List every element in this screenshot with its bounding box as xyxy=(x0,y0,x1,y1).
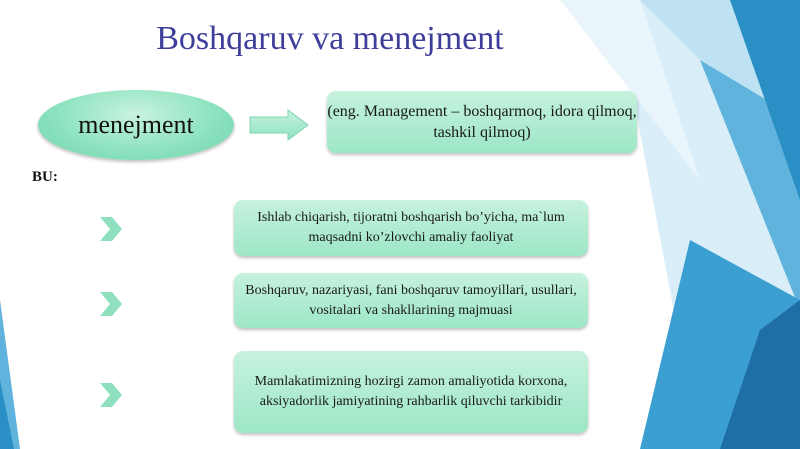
bu-label: BU: xyxy=(32,169,58,185)
term-label: menejment xyxy=(78,110,194,139)
definition-box xyxy=(327,91,637,153)
right-arrow-icon xyxy=(248,108,310,142)
item-box-2 xyxy=(234,273,588,328)
definition-text: (eng. Management – boshqarmoq, idora qilmoq, tashkil qilmoq) xyxy=(327,103,637,141)
chevron-right-icon xyxy=(98,381,124,409)
item-box-1 xyxy=(234,200,588,256)
item-box-3 xyxy=(234,351,588,433)
chevron-right-icon xyxy=(98,215,124,243)
slide-title: Boshqaruv va menejment xyxy=(156,20,504,57)
item-text: Boshqaruv, nazariyasi, fani boshqaruv tamoyillari, usullari, vositalari va shakllarining majmuasi xyxy=(245,282,577,318)
item-text: Ishlab chiqarish, tijoratni boshqarish bo’yicha, ma`lum maqsadni ko’zlovchi amaliy faoliyat xyxy=(257,210,565,245)
term-ellipse xyxy=(38,90,234,160)
chevron-right-icon xyxy=(98,290,124,318)
item-text: Mamlakatimizning hozirgi zamon amaliyotida korxona, aksiyadorlik jamiyatining rahbarlik qiluvchi tarkibidir xyxy=(254,374,568,409)
